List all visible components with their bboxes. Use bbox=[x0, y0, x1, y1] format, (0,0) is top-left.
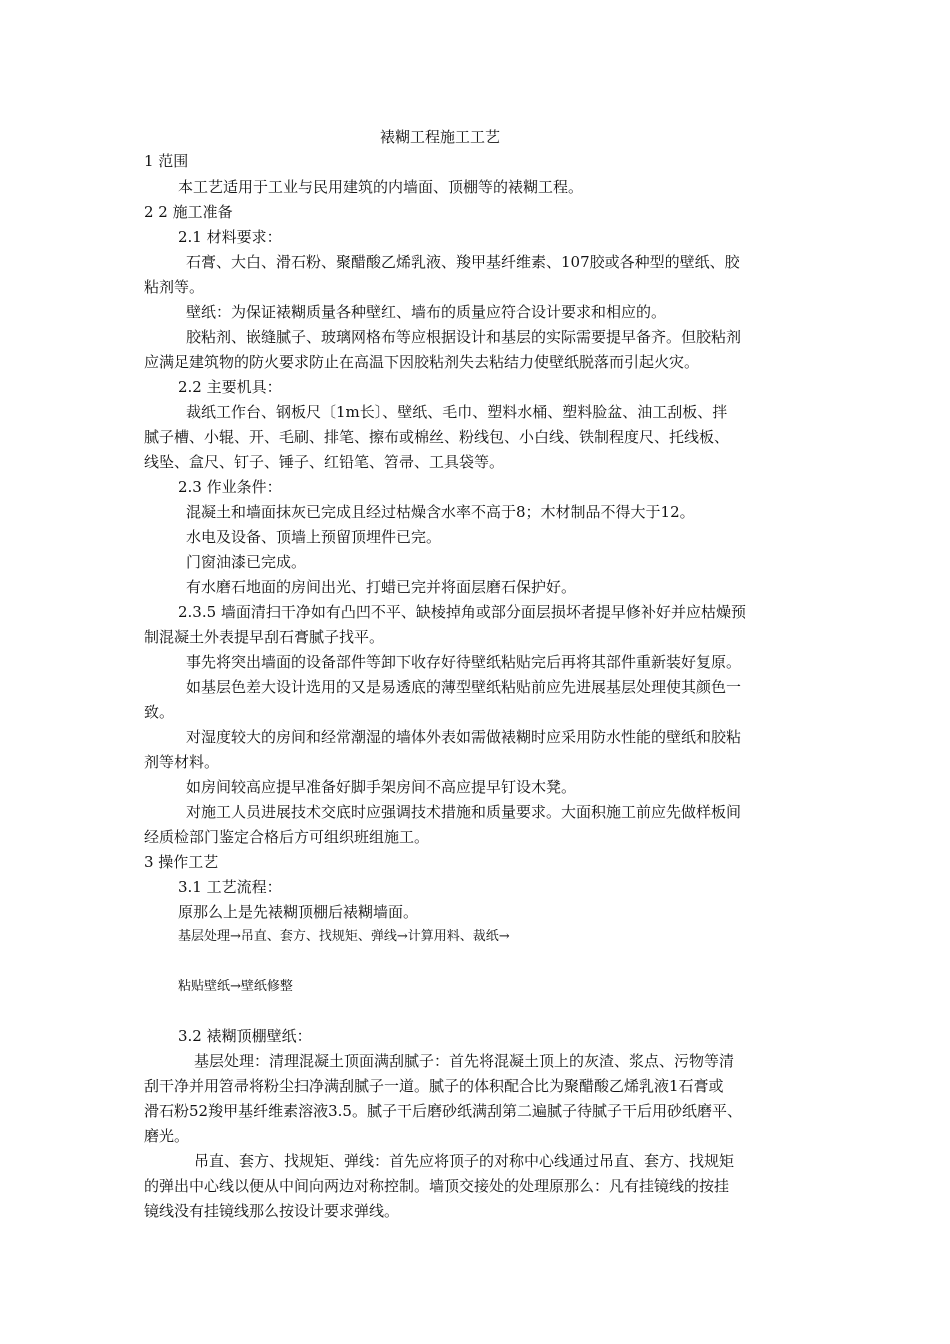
paragraph-line: 对湿度较大的房间和经常潮湿的墙体外表如需做裱糊时应采用防水性能的壁纸和胶粘 bbox=[186, 728, 742, 746]
paragraph-line: 滑石粉52羧甲基纤维素溶液3.5。腻子干后磨砂纸满刮第二遍腻子待腻子干后用砂纸磨平、 bbox=[144, 1102, 742, 1120]
paragraph-line: 如基层色差大设计选用的又是易透底的薄型壁纸粘贴前应先进展基层处理使其颜色一 bbox=[186, 678, 742, 696]
section-heading: 3 操作工艺 bbox=[144, 853, 219, 871]
process-flow-line: 粘贴壁纸→壁纸修整 bbox=[178, 979, 293, 994]
paragraph-line: 门窗油漆已完成。 bbox=[186, 553, 307, 571]
paragraph-line: 制混凝土外表提早刮石膏腻子找平。 bbox=[144, 628, 385, 646]
paragraph-line: 胶粘剂、嵌缝腻子、玻璃网格布等应根据设计和基层的实际需要提早备齐。但胶粘剂 bbox=[186, 328, 742, 346]
paragraph-line: 致。 bbox=[144, 703, 175, 721]
paragraph-line: 事先将突出墙面的设备部件等卸下收存好待壁纸粘贴完后再将其部件重新装好复原。 bbox=[186, 653, 742, 671]
paragraph-line: 原那么上是先裱糊顶棚后裱糊墙面。 bbox=[178, 903, 419, 921]
paragraph-line: 裁纸工作台、钢板尺〔1m长〕、壁纸、毛巾、塑料水桶、塑料脸盆、油工刮板、拌 bbox=[186, 403, 728, 421]
paragraph-line: 有水磨石地面的房间出光、打蜡已完并将面层磨石保护好。 bbox=[186, 578, 577, 596]
paragraph-line: 磨光。 bbox=[144, 1127, 190, 1145]
paragraph-line: 基层处理：清理混凝土顶面满刮腻子：首先将混凝土顶上的灰渣、浆点、污物等清 bbox=[194, 1052, 735, 1070]
paragraph-line: 刮干净并用笤帚将粉尘扫净满刮腻子一道。腻子的体积配合比为聚醋酸乙烯乳液1石膏或 bbox=[144, 1077, 724, 1095]
subsection-heading: 3.2 裱糊顶棚壁纸： bbox=[178, 1027, 312, 1045]
paragraph-line: 如房间较高应提早准备好脚手架房间不高应提早钉设木凳。 bbox=[186, 778, 577, 796]
paragraph-line: 腻子槽、小辊、开、毛刷、排笔、擦布或棉丝、粉线包、小白线、铁制程度尺、托线板、 bbox=[144, 428, 730, 446]
section-heading: 2 2 施工准备 bbox=[144, 203, 233, 221]
paragraph-line: 壁纸：为保证裱糊质量各种壁红、墙布的质量应符合设计要求和相应的。 bbox=[186, 303, 667, 321]
paragraph-line: 经质检部门鉴定合格后方可组织班组施工。 bbox=[144, 828, 430, 846]
paragraph-line: 吊直、套方、找规矩、弹线：首先应将顶子的对称中心线通过吊直、套方、找规矩 bbox=[194, 1152, 735, 1170]
paragraph-line: 石膏、大白、滑石粉、聚醋酸乙烯乳液、羧甲基纤维素、107胶或各种型的壁纸、胶 bbox=[186, 253, 740, 271]
paragraph-line: 对施工人员进展技术交底时应强调技术措施和质量要求。大面积施工前应先做样板间 bbox=[186, 803, 742, 821]
paragraph-line: 的弹出中心线以便从中间向两边对称控制。墙顶交接处的处理原那么：凡有挂镜线的按挂 bbox=[144, 1177, 730, 1195]
subsection-heading: 2.1 材料要求： bbox=[178, 228, 282, 246]
subsection-heading: 2.2 主要机具： bbox=[178, 378, 282, 396]
paragraph-line: 应满足建筑物的防火要求防止在高温下因胶粘剂失去粘结力使壁纸脱落而引起火灾。 bbox=[144, 353, 700, 371]
paragraph-line: 本工艺适用于工业与民用建筑的内墙面、顶棚等的裱糊工程。 bbox=[178, 178, 584, 196]
paragraph-line: 水电及设备、顶墙上预留顶埋件已完。 bbox=[186, 528, 442, 546]
process-flow-line: 基层处理→吊直、套方、找规矩、弹线→计算用料、裁纸→ bbox=[178, 929, 510, 944]
paragraph-line: 剂等材料。 bbox=[144, 753, 220, 771]
section-heading: 1 范围 bbox=[144, 152, 189, 170]
paragraph-line: 2.3.5 墙面清扫干净如有凸凹不平、缺棱掉角或部分面层损坏者提早修补好并应枯燥预 bbox=[178, 603, 746, 621]
document-title: 裱糊工程施工工艺 bbox=[380, 128, 501, 146]
subsection-heading: 2.3 作业条件： bbox=[178, 478, 282, 496]
paragraph-line: 镜线没有挂镜线那么按设计要求弹线。 bbox=[144, 1202, 400, 1220]
paragraph-line: 线坠、盒尺、钉子、锤子、红铅笔、笤帚、工具袋等。 bbox=[144, 453, 505, 471]
paragraph-line: 混凝土和墙面抹灰已完成且经过枯燥含水率不高于8；木材制品不得大于12。 bbox=[186, 503, 695, 521]
paragraph-line: 粘剂等。 bbox=[144, 278, 205, 296]
subsection-heading: 3.1 工艺流程： bbox=[178, 878, 282, 896]
